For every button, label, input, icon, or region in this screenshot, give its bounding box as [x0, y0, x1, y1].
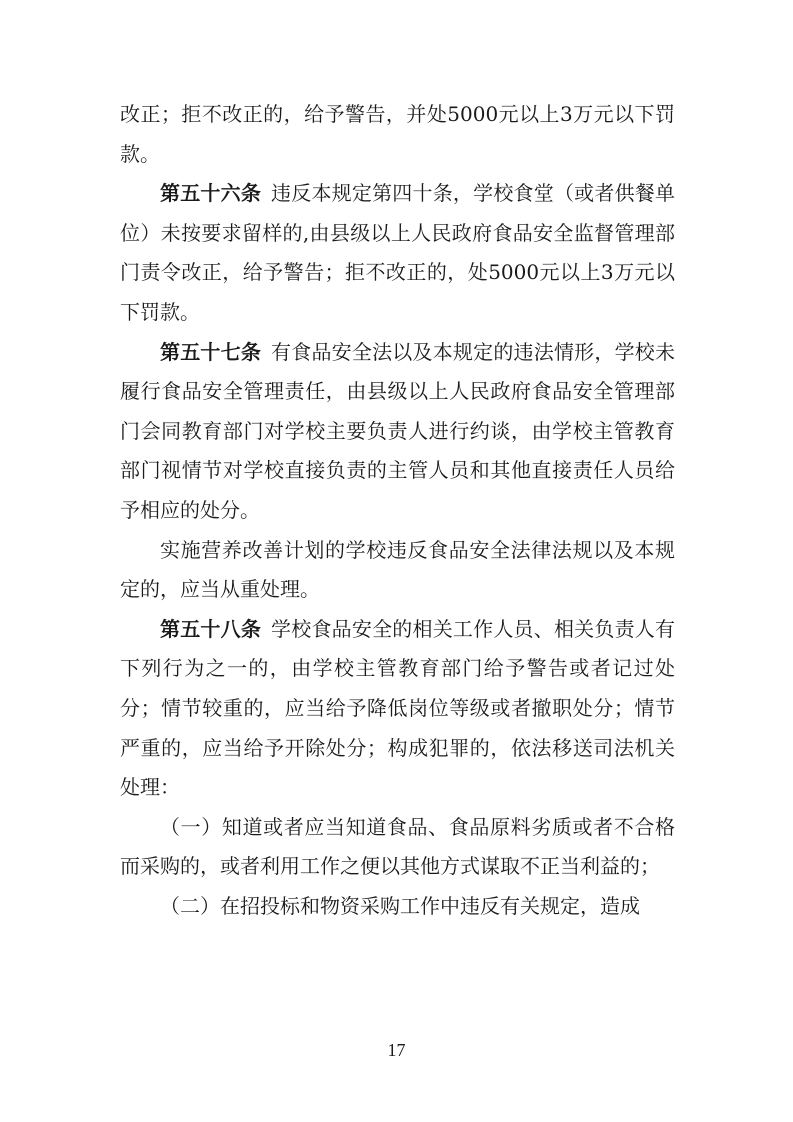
article-56: [120, 174, 675, 332]
article-number: 第五十六条: [160, 181, 262, 206]
paragraph-text: 实施营养改善计划的学校违反食品安全法律法规以及本规定的，应当从重处理。: [120, 537, 675, 602]
paragraph-text: 违反本规定第四十条，学校食堂（或者供餐单位）未按要求留样的,由县级以上人民政府食品安全监督管理部门责令改正，给予警告；拒不改正的，处5000元以上3万元以下罚款。: [120, 181, 676, 324]
paragraph-text: 学校食品安全的相关工作人员、相关负责人有下列行为之一的，由学校主管教育部门给予警告或者记过处分；情节较重的，应当给予降低岗位等级或者撤职处分；情节严重的，应当给予开除处分；构成犯罪的，依法移送司法机关处理：: [120, 616, 676, 800]
paragraph-text: （一）知道或者应当知道食品、食品原料劣质或者不合格而采购的，或者利用工作之便以其他方式谋取不正当利益的；: [120, 814, 675, 879]
article-number: 第五十七条: [160, 339, 262, 364]
paragraph-nutrition-plan: [120, 531, 675, 610]
list-item-2: [120, 887, 675, 927]
paragraph-text: 有食品安全法以及本规定的违法情形，学校未履行食品安全管理责任，由县级以上人民政府食品安全管理部门会同教育部门对学校主要负责人进行约谈，由学校主管教育部门视情节对学校直接负责的主管人员和其他直接责任人员给予相应的处分。: [120, 339, 676, 522]
page-number: 17: [387, 1040, 406, 1060]
list-item-1: [120, 808, 675, 887]
article-57: [120, 333, 675, 531]
article-number: 第五十八条: [160, 616, 262, 641]
paragraph-text: （二）在招投标和物资采购工作中违反有关规定，造成: [160, 893, 640, 918]
document-body: [120, 95, 675, 926]
paragraph-text: 改正；拒不改正的，给予警告，并处5000元以上3万元以下罚款。: [120, 102, 675, 166]
article-58: [120, 610, 675, 808]
paragraph-continuation: [120, 95, 675, 174]
